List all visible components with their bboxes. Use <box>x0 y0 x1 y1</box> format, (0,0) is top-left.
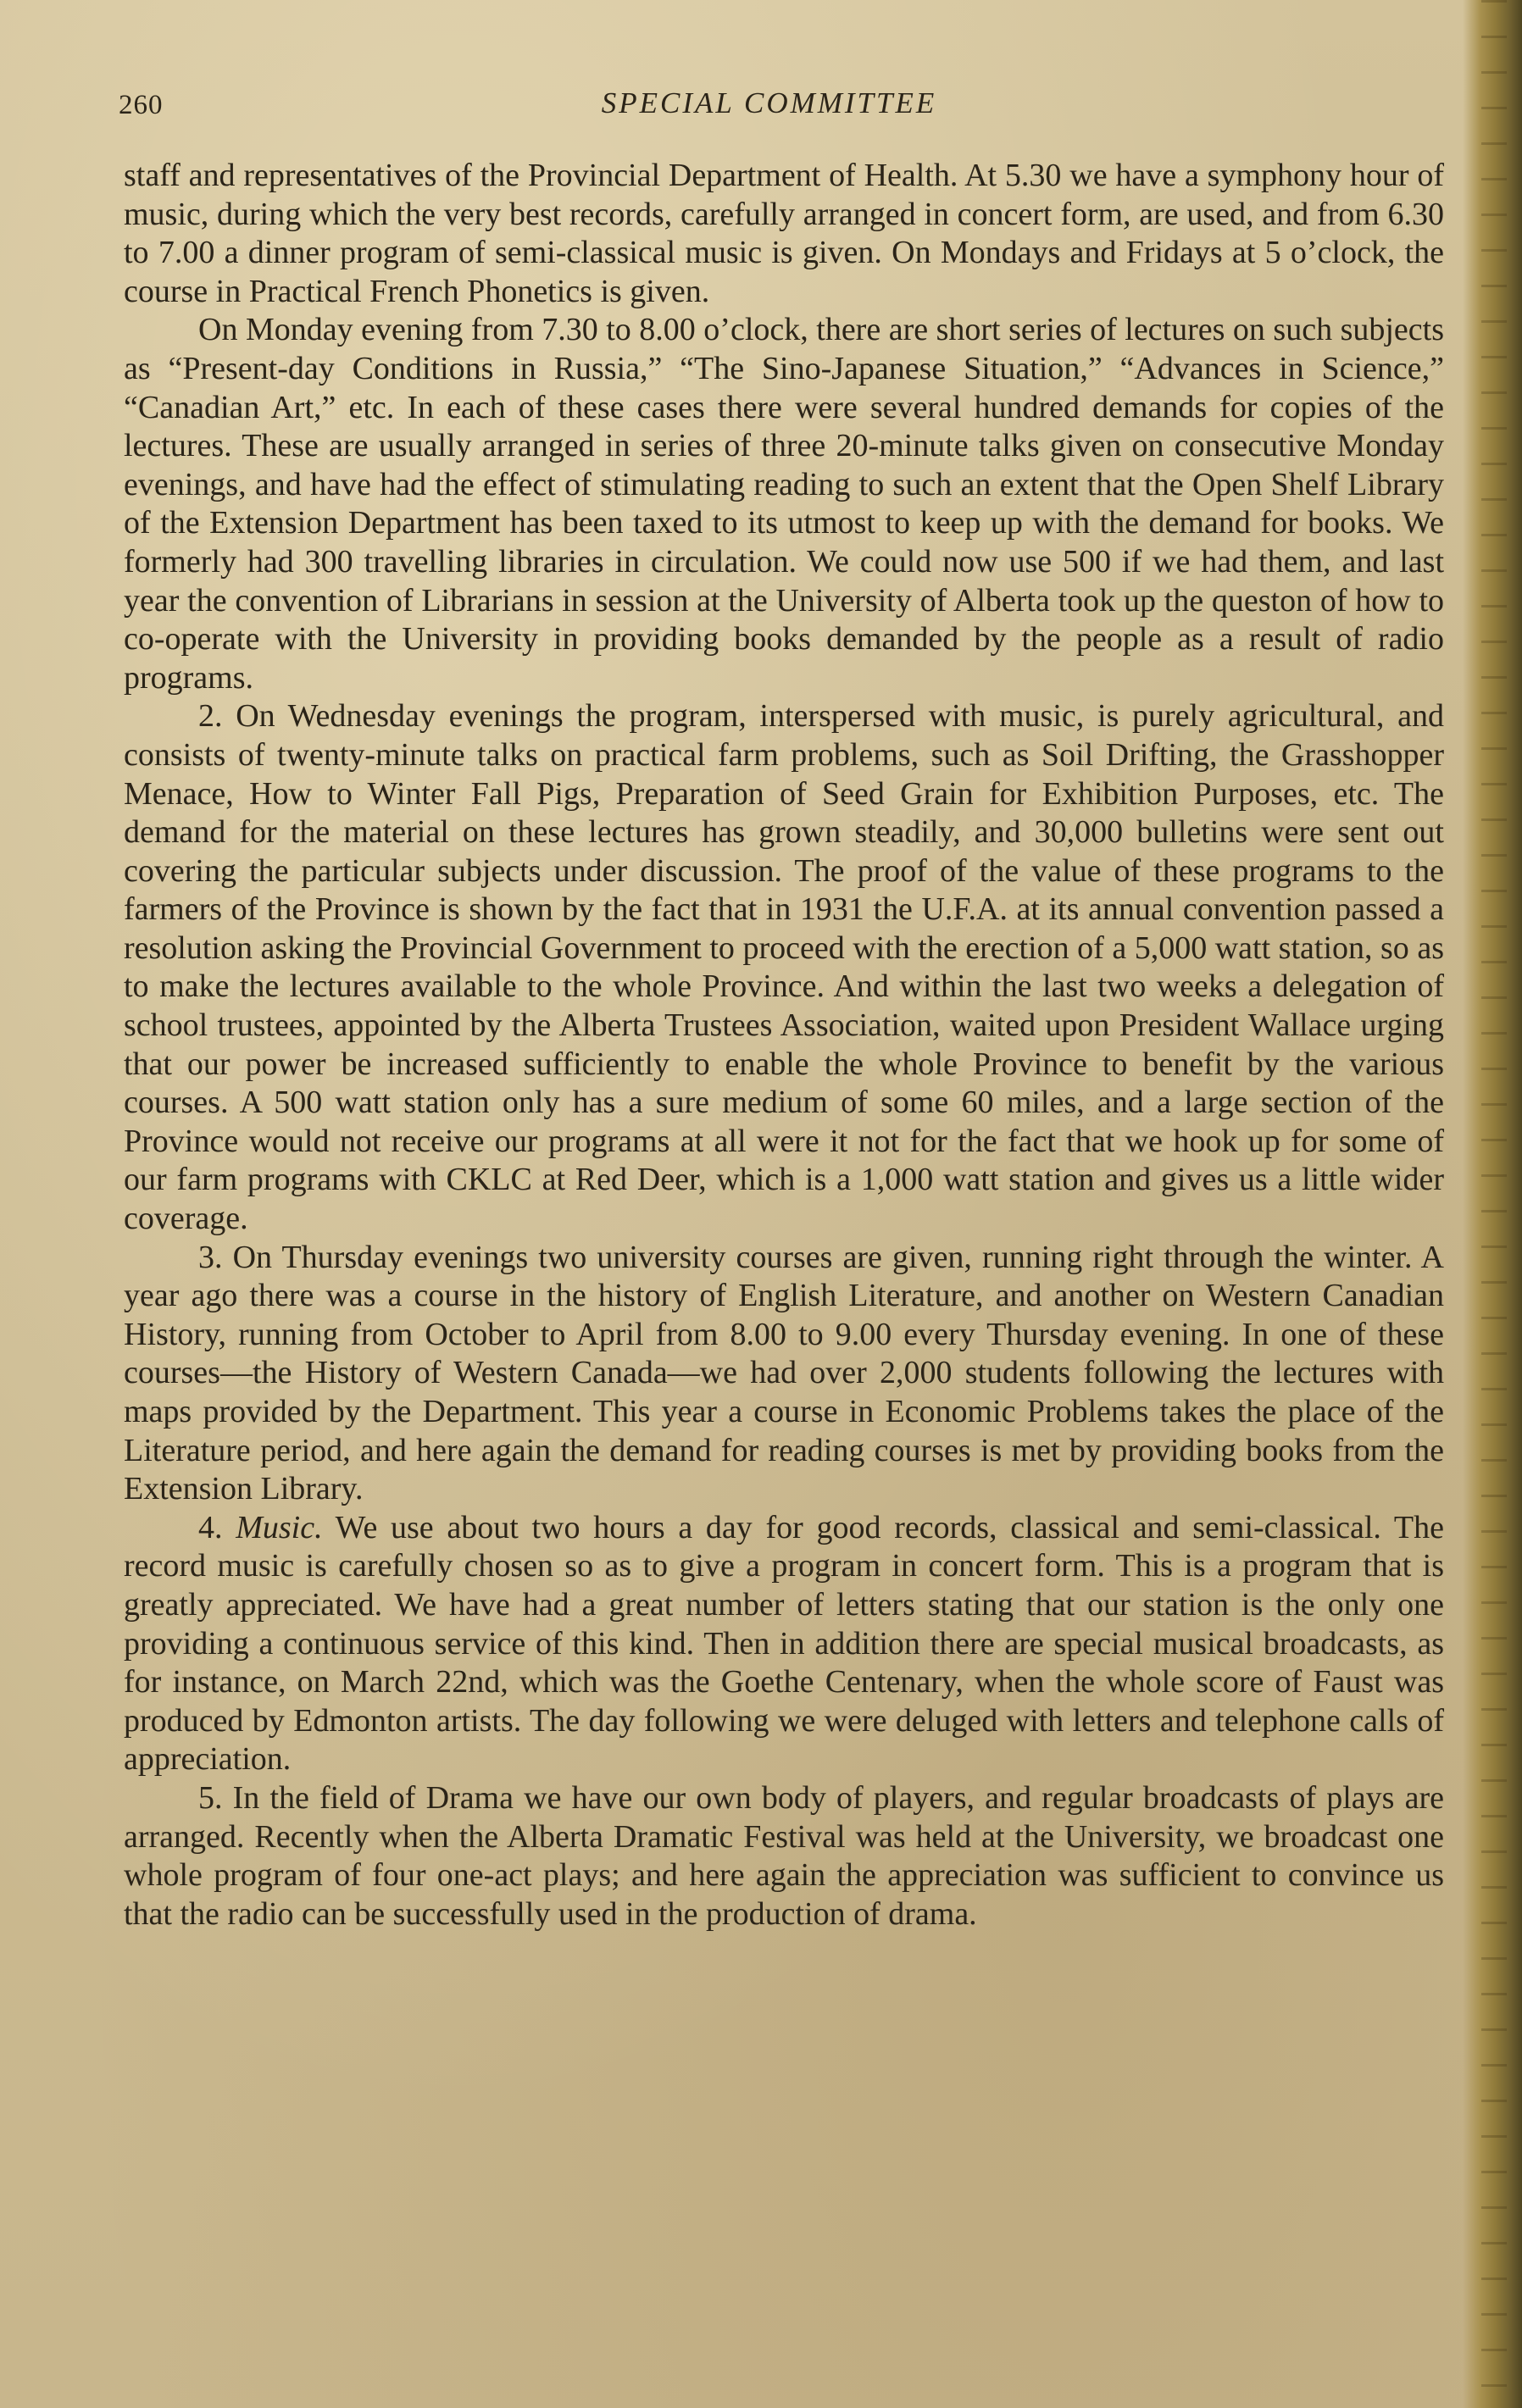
paragraph-continuation: staff and representatives of the Provincial Department of Health. At 5.30 we have a symphony hour of music, during which the very best records, carefully arranged in concert form, are used, and from 6.30 to 7.00 a dinner program of semi-classical music is given. On Mondays and Fridays at 5 o’clock, the course in Practical French Phonetics is given. <box>124 158 1444 309</box>
body-text <box>124 157 1444 1934</box>
page-edge-texture <box>1481 0 1507 2408</box>
paragraph-wednesday-agriculture: 2. On Wednesday evenings the program, interspersed with music, is purely agricultural, and consists of twenty-minute talks on practical farm problems, such as Soil Drifting, the Grasshopper Menace, How to Winter Fall Pigs, Preparation of Seed Grain for Exhibition Purposes, etc. The demand for the material on these lectures has grown steadily, and 30,000 bulletins were sent out covering the particular subjects under discussion. The proof of the value of these programs to the farmers of the Province is shown by the fact that in 1931 the U.F.A. at its annual convention passed a resolution asking the Provincial Government to proceed with the erection of a 5,000 watt station, so as to make the lectures available to the whole Province. And within the last two weeks a delegation of school trustees, appointed by the Alberta Trustees Association, waited upon President Wallace urging that our power be increased sufficiently to enable the whole Province to benefit by the various courses. A 500 watt station only has a sure medium of some 60 miles, and a large section of the Province would not receive our programs at all were it not for the fact that we hook up for some of our farm programs with CKLC at Red Deer, which is a 1,000 watt station and gives us a little wider coverage. <box>124 698 1444 1237</box>
paragraph-music-text: We use about two hours a day for good records, classical and semi-classical. The record music is carefully chosen so as to give a program in concert form. This is a program that is greatly appreciated. We have had a great number of letters stating that our station is the only one providing a continuous service of this kind. Then in addition there are special musical broadcasts, as for instance, on March 22nd, which was the Goethe Centenary, when the whole score of Faust was produced by Edmonton artists. The day following we were deluged with letters and telephone calls of appreciation. <box>124 1509 1444 1778</box>
paragraph-music <box>124 1509 1444 1779</box>
paragraph-drama: 5. In the field of Drama we have our own body of players, and regular broadcasts of plays are arranged. Recently when the Alberta Dramatic Festival was held at the University, we broadcast one whole program of four one-act plays; and here again the appreciation was sufficient to convince us that the radio can be successfully used in the production of drama. <box>124 1779 1444 1932</box>
paragraph-music-heading: Music. <box>236 1509 323 1545</box>
page-header <box>119 83 1441 134</box>
page-number: 260 <box>119 90 164 120</box>
running-head: SPECIAL COMMITTEE <box>601 86 937 119</box>
paragraph-thursday-courses: 3. On Thursday evenings two university courses are given, running right through the winter. A year ago there was a course in the history of English Literature, and another on Western Canadian History, running from October to April from 8.00 to 9.00 every Thursday evening. In one of these courses—the History of Western Canada—we had over 2,000 students following the lectures with maps provided by the Department. This year a course in Economic Problems takes the place of the Literature period, and here again the demand for reading courses is met by providing books from the Extension Library. <box>124 1239 1444 1507</box>
paragraph-music-number: 4. <box>198 1509 236 1545</box>
paragraph-monday-lectures: On Monday evening from 7.30 to 8.00 o’clock, there are short series of lectures on such subjects as “Present-day Conditions in Russia,” “The Sino-Japanese Situation,” “Advances in Science,” “Canadian Art,” etc. In each of these cases there were several hundred demands for copies of the lectures. These are usually arranged in series of three 20-minute talks given on consecutive Monday evenings, and have had the effect of stimulating reading to such an extent that the Open Shelf Library of the Extension Department has been taxed to its utmost to keep up with the demand for books. We formerly had 300 travelling libraries in circulation. We could now use 500 if we had them, and last year the convention of Librarians in session at the University of Alberta took up the queston of how to co-operate with the University in providing books demanded by the people as a result of radio programs. <box>124 312 1444 696</box>
